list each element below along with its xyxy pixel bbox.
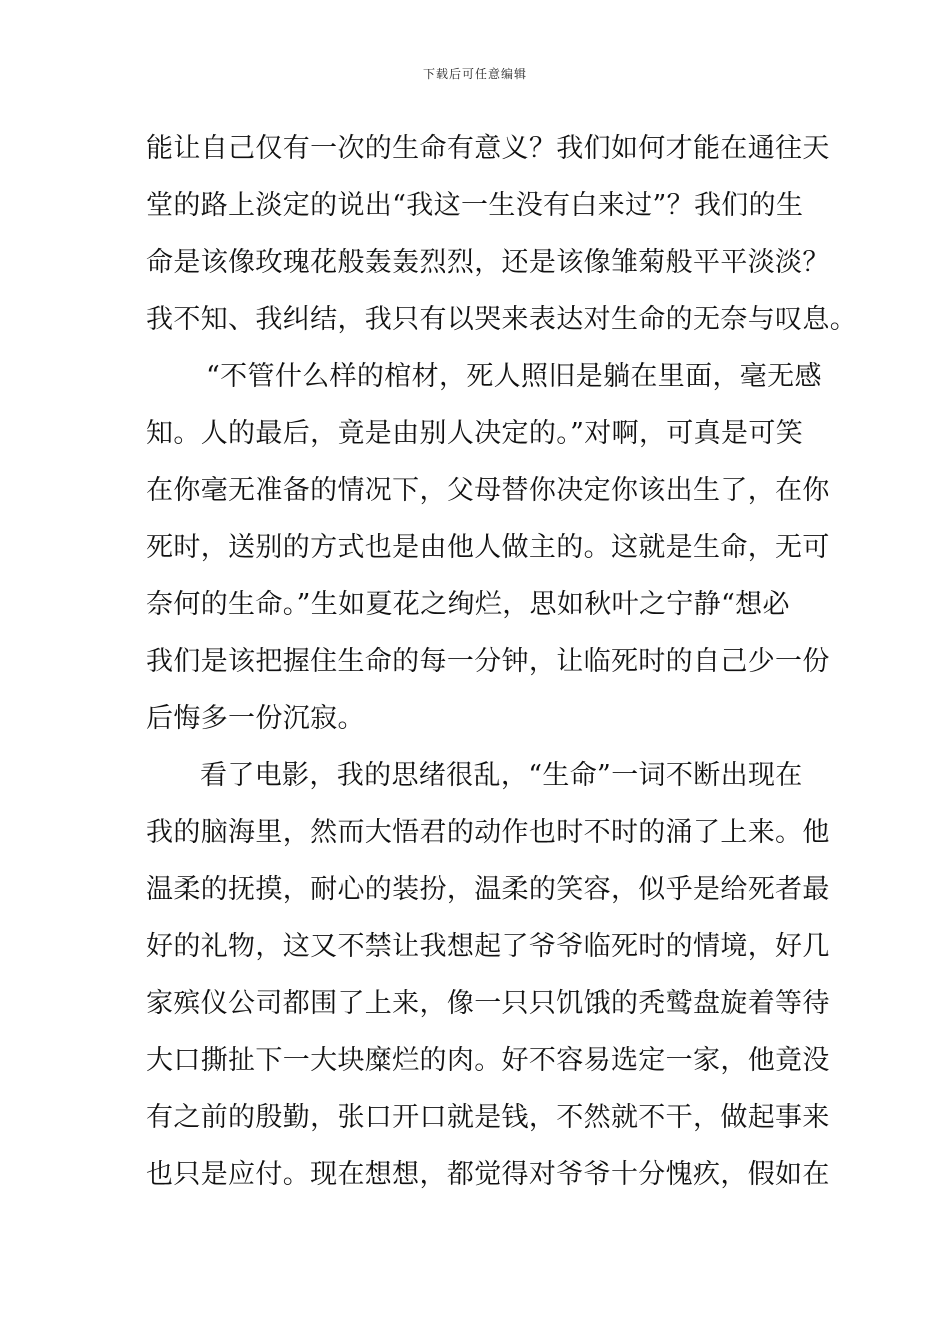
text-line: 死时，送别的方式也是由他人做主的。这就是生命，无可: [146, 532, 830, 563]
text-line: 能让自己仅有一次的生命有意义？我们如何才能在通往天: [146, 133, 830, 164]
text-line: 我的脑海里，然而大悟君的动作也时不时的涌了上来。他: [146, 817, 830, 848]
body-text: [146, 130, 858, 1213]
text-line: 堂的路上淡定的说出“我这一生没有白来过”？我们的生: [146, 190, 804, 221]
text-line: 我们是该把握住生命的每一分钟，让临死时的自己少一份: [146, 646, 830, 677]
text-line: 也只是应付。现在想想，都觉得对爷爷十分愧疚，假如在: [146, 1159, 830, 1190]
paragraph-first-line: “不管什么样的棺材，死人照旧是躺在里面，毫无感: [206, 361, 822, 392]
text-line: 温柔的抚摸，耐心的装扮，温柔的笑容，似乎是给死者最: [146, 874, 830, 905]
text-line: 我不知、我纠结，我只有以哭来表达对生命的无奈与叹息。: [146, 304, 858, 335]
text-line: 大口撕扯下一大块糜烂的肉。好不容易选定一家，他竟没: [146, 1045, 830, 1076]
page-header: 下载后可任意编辑: [422, 67, 527, 81]
text-line: 家殡仪公司都围了上来，像一只只饥饿的秃鹫盘旋着等待: [146, 988, 830, 1019]
paragraph-first-line: 看了电影，我的思绪很乱，“生命”一词不断出现在: [200, 760, 803, 791]
text-line: 命是该像玫瑰花般轰轰烈烈，还是该像雏菊般平平淡淡？: [146, 247, 830, 278]
text-line: 知。人的最后，竟是由别人决定的。”对啊，可真是可笑: [146, 418, 804, 449]
text-line: 奈何的生命。”生如夏花之绚烂，思如秋叶之宁静“想必: [146, 589, 790, 620]
text-line: 在你毫无准备的情况下，父母替你决定你该出生了，在你: [146, 475, 830, 506]
text-line: 好的礼物，这又不禁让我想起了爷爷临死时的情境，好几: [146, 931, 830, 962]
text-line: 后悔多一份沉寂。: [146, 703, 365, 734]
text-line: 有之前的殷勤，张口开口就是钱，不然就不干，做起事来: [146, 1102, 830, 1133]
